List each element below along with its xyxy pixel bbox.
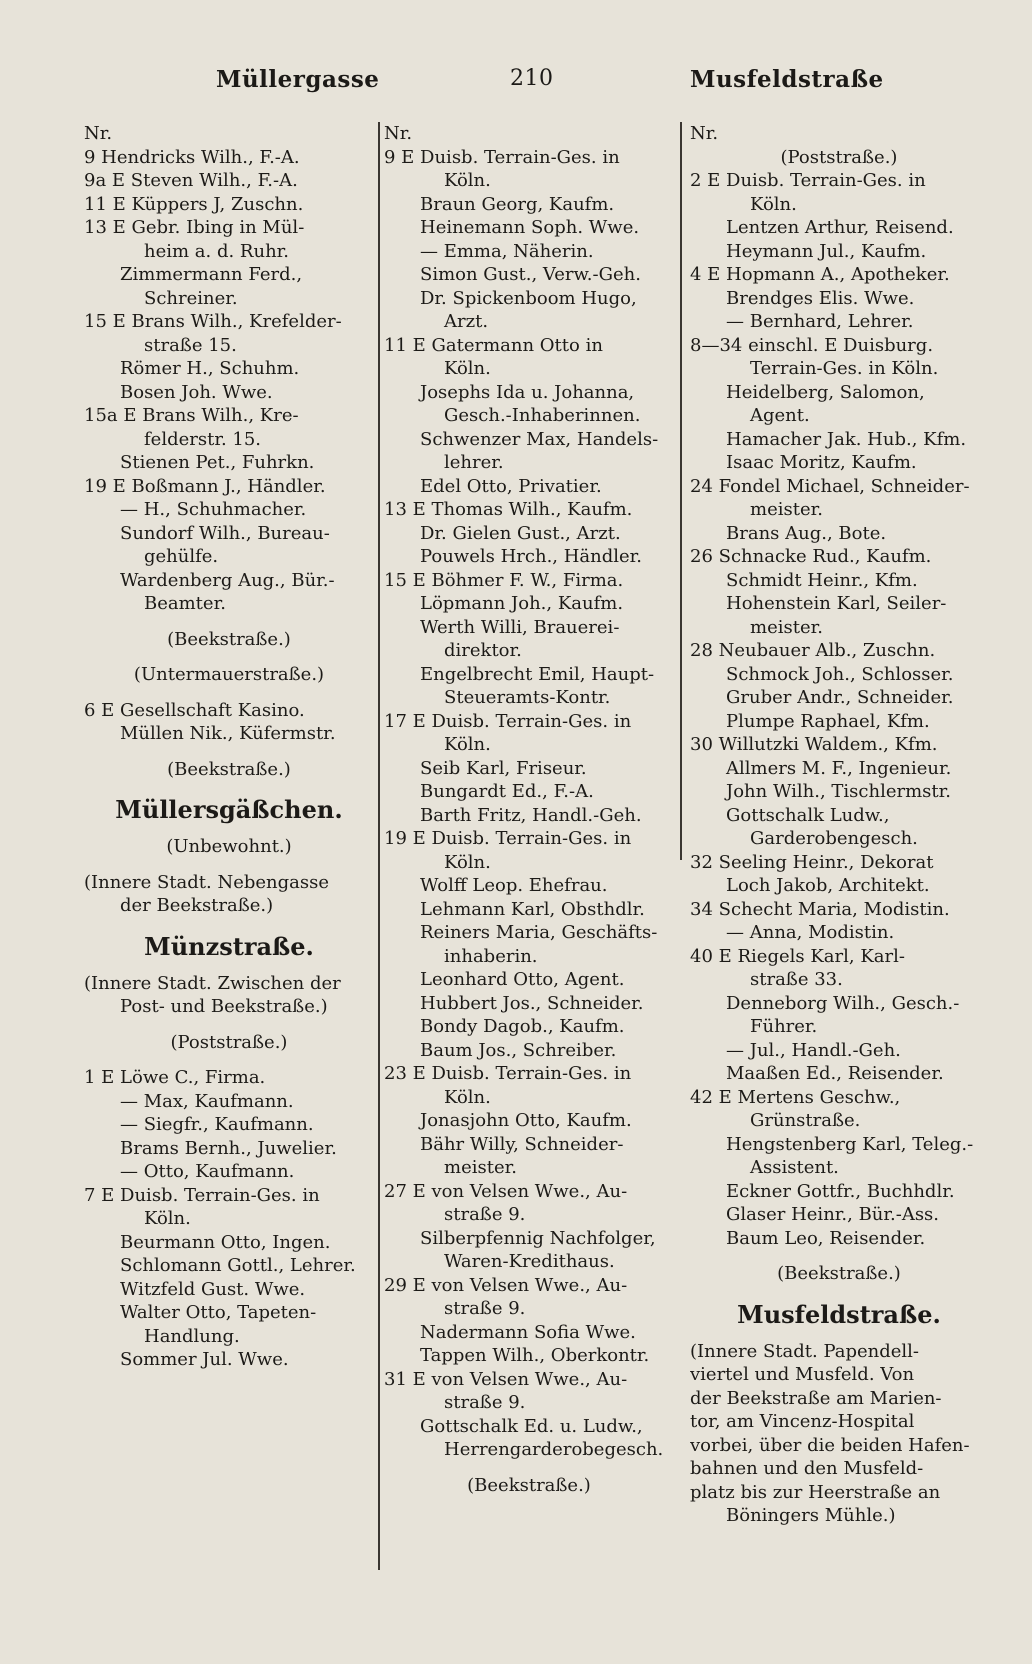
entry: Plumpe Raphael, Kfm. (726, 710, 930, 732)
entry: inhaberin. (444, 945, 538, 967)
entry: Dr. Spickenboom Hugo, (420, 287, 637, 309)
entry: Schreiner. (144, 287, 238, 309)
column-rule (378, 122, 380, 1570)
entry: Maaßen Ed., Reisender. (726, 1063, 944, 1084)
entry: Eckner Gottfr., Buchhdlr. (726, 1180, 955, 1202)
entry: 9 E Duisb. Terrain-Ges. in (384, 146, 620, 168)
entry: Walter Otto, Tapeten- (120, 1302, 317, 1323)
entry: 7 E Duisb. Terrain-Ges. in (84, 1184, 320, 1206)
entry: Bähr Willy, Schneider- (420, 1133, 624, 1155)
entry: Seib Karl, Friseur. (420, 757, 587, 779)
entry: lehrer. (444, 452, 504, 473)
cross-street: (Beekstraße.) (777, 1263, 901, 1284)
entry: Heinemann Soph. Wwe. (420, 217, 640, 238)
entry: Josephs Ida u. Johanna, (420, 381, 635, 403)
street-heading: Musfeldstraße. (737, 1299, 941, 1329)
running-head-left: Müllergasse (216, 66, 380, 93)
cross-street: (Beekstraße.) (467, 1474, 591, 1496)
page-number: 210 (510, 66, 554, 91)
entry: 31 E von Velsen Wwe., Au- (384, 1368, 628, 1390)
entry: Werth Willi, Brauerei- (420, 616, 620, 638)
entry: Handlung. (144, 1325, 240, 1347)
entry: Führer. (750, 1016, 818, 1037)
street-note: tor, am Vincenz-Hospital (690, 1411, 915, 1432)
street-heading: Münzstraße. (144, 931, 314, 961)
street-note: platz bis zur Heerstraße an (690, 1481, 941, 1503)
cross-street: (Beekstraße.) (167, 758, 291, 780)
entry: 34 Schecht Maria, Modistin. (690, 898, 950, 920)
cross-street: (Beekstraße.) (167, 628, 291, 650)
entry: Brans Aug., Bote. (726, 522, 887, 544)
entry: Hohenstein Karl, Seiler- (726, 593, 947, 614)
entry: Pouwels Hrch., Händler. (420, 546, 643, 567)
street-note: (Unbewohnt.) (166, 836, 292, 857)
entry: Hubbert Jos., Schneider. (420, 992, 644, 1014)
entry: Edel Otto, Privatier. (420, 475, 602, 497)
entry: Glaser Heinr., Bür.-Ass. (726, 1204, 940, 1225)
entry: Gesch.-Inhaberinnen. (444, 405, 641, 426)
entry: Gottschalk Ludw., (726, 804, 890, 826)
entry: Tappen Wilh., Oberkontr. (420, 1345, 650, 1366)
col-heading: Nr. (384, 123, 413, 144)
entry: Schmock Joh., Schlosser. (726, 663, 954, 685)
entry: 13 E Thomas Wilh., Kaufm. (384, 499, 633, 520)
entry: 26 Schnacke Rud., Kaufm. (690, 546, 932, 567)
entry: Barth Fritz, Handl.-Geh. (420, 804, 642, 826)
column-2 (384, 122, 674, 1497)
entry: Sommer Jul. Wwe. (120, 1349, 289, 1370)
entry: direktor. (444, 640, 522, 661)
col-heading: Nr. (690, 123, 719, 144)
entry: Silberpfennig Nachfolger, (420, 1227, 656, 1249)
entry: 11 E Küppers J, Zuschn. (84, 193, 304, 215)
entry: gehülfe. (144, 546, 219, 567)
entry: Herrengarderobegesch. (444, 1439, 664, 1460)
entry: Bondy Dagob., Kaufm. (420, 1016, 625, 1037)
street-note: (Innere Stadt. Nebengasse (84, 871, 329, 893)
entry: Waren-Kredithaus. (444, 1251, 615, 1272)
entry: 23 E Duisb. Terrain-Ges. in (384, 1063, 632, 1084)
entry: 28 Neubauer Alb., Zuschn. (690, 640, 936, 661)
entry: 15a E Brans Wilh., Kre- (84, 405, 299, 426)
entry: Lehmann Karl, Obsthdlr. (420, 898, 645, 920)
entry: 19 E Duisb. Terrain-Ges. in (384, 828, 632, 849)
entry: Denneborg Wilh., Gesch.- (726, 992, 960, 1014)
entry: 40 E Riegels Karl, Karl- (690, 945, 905, 967)
street-note: (Innere Stadt. Zwischen der (84, 972, 341, 994)
entry: — Anna, Modistin. (726, 922, 895, 943)
entry: 30 Willutzki Waldem., Kfm. (690, 734, 938, 755)
entry: 15 E Brans Wilh., Krefelder- (84, 311, 342, 332)
entry: — Otto, Kaufmann. (120, 1161, 295, 1182)
entry: Engelbrecht Emil, Haupt- (420, 663, 655, 685)
entry: 19 E Boßmann J., Händler. (84, 475, 326, 497)
entry: Witzfeld Gust. Wwe. (120, 1278, 306, 1300)
entry: 8—34 einschl. E Duisburg. (690, 334, 934, 356)
entry: Köln. (444, 170, 491, 191)
entry: meister. (444, 1157, 517, 1178)
entry: Wolff Leop. Ehefrau. (420, 875, 608, 896)
entry: Grünstraße. (750, 1110, 861, 1131)
entry: Braun Georg, Kaufm. (420, 193, 615, 215)
entry: Garderobengesch. (750, 828, 918, 849)
entry: Steueramts-Kontr. (444, 687, 611, 708)
entry: Zimmermann Ferd., (120, 264, 303, 285)
entry: straße 9. (444, 1204, 526, 1225)
street-note: Post- und Beekstraße.) (120, 996, 328, 1017)
entry: felderstr. 15. (144, 428, 262, 450)
column-1 (84, 122, 374, 1372)
entry: Bosen Joh. Wwe. (120, 381, 273, 403)
entry: — H., Schuhmacher. (120, 499, 307, 520)
cross-street: (Poststraße.) (170, 1031, 288, 1053)
entry: 4 E Hopmann A., Apotheker. (690, 264, 950, 285)
entry: meister. (750, 499, 823, 520)
col-heading: Nr. (84, 123, 113, 144)
entry: Köln. (444, 851, 491, 873)
entry: Gottschalk Ed. u. Ludw., (420, 1415, 643, 1437)
entry: Assistent. (750, 1157, 839, 1178)
entry: Sundorf Wilh., Bureau- (120, 522, 330, 544)
entry: Schlomann Gottl., Lehrer. (120, 1255, 356, 1276)
entry: Köln. (750, 193, 797, 215)
street-note: (Innere Stadt. Papendell- (690, 1340, 920, 1362)
entry: 24 Fondel Michael, Schneider- (690, 475, 970, 497)
entry: Isaac Moritz, Kaufm. (726, 452, 917, 473)
entry: 11 E Gatermann Otto in (384, 334, 603, 356)
entry: straße 15. (144, 334, 237, 356)
entry: 9a E Steven Wilh., F.-A. (84, 170, 298, 191)
entry: Jonasjohn Otto, Kaufm. (420, 1110, 632, 1131)
entry: Dr. Gielen Gust., Arzt. (420, 522, 621, 544)
entry: Allmers M. F., Ingenieur. (726, 757, 952, 779)
cross-street: (Untermauerstraße.) (133, 664, 325, 685)
street-note: der Beekstraße am Marien- (690, 1387, 942, 1409)
entry: 17 E Duisb. Terrain-Ges. in (384, 710, 632, 732)
entry: Heidelberg, Salomon, (726, 381, 925, 403)
entry: straße 33. (750, 969, 843, 990)
street-note: vorbei, über die beiden Hafen- (690, 1434, 970, 1456)
entry: 29 E von Velsen Wwe., Au- (384, 1274, 628, 1296)
entry: Schwenzer Max, Handels- (420, 428, 659, 450)
entry: Wardenberg Aug., Bür.- (120, 569, 335, 591)
entry: 2 E Duisb. Terrain-Ges. in (690, 170, 926, 191)
street-heading: Müllersgäßchen. (115, 795, 343, 824)
entry: — Max, Kaufmann. (120, 1090, 294, 1112)
entry: 27 E von Velsen Wwe., Au- (384, 1180, 628, 1202)
entry: 15 E Böhmer F. W., Firma. (384, 569, 624, 591)
entry: Köln. (444, 1086, 491, 1108)
entry: John Wilh., Tischlermstr. (726, 781, 951, 802)
entry: Loch Jakob, Architekt. (726, 875, 930, 896)
entry: Arzt. (444, 311, 489, 332)
entry: Hengstenberg Karl, Teleg.- (726, 1133, 974, 1155)
entry: Reiners Maria, Geschäfts- (420, 922, 658, 943)
entry: Köln. (444, 358, 491, 379)
entry: 6 E Gesellschaft Kasino. (84, 699, 305, 721)
entry: Beurmann Otto, Ingen. (120, 1231, 331, 1253)
entry: Agent. (750, 405, 810, 426)
entry: Bungardt Ed., F.-A. (420, 781, 594, 802)
entry: Stienen Pet., Fuhrkn. (120, 452, 315, 473)
entry: Gruber Andr., Schneider. (726, 687, 954, 708)
entry: straße 9. (444, 1392, 526, 1413)
entry: — Emma, Näherin. (420, 240, 594, 262)
street-note: der Beekstraße.) (120, 895, 274, 916)
entry: Baum Leo, Reisender. (726, 1227, 926, 1249)
entry: meister. (750, 616, 823, 638)
entry: Müllen Nik., Küfermstr. (120, 723, 336, 744)
street-note: bahnen und den Musfeld- (690, 1458, 924, 1479)
entry: 1 E Löwe C., Firma. (84, 1067, 266, 1088)
entry: Hamacher Jak. Hub., Kfm. (726, 428, 967, 450)
entry: Schmidt Heinr., Kfm. (726, 569, 918, 591)
entry: Köln. (444, 734, 491, 755)
entry: heim a. d. Ruhr. (144, 240, 290, 262)
entry: Römer H., Schuhm. (120, 358, 300, 379)
entry: — Siegfr., Kaufmann. (120, 1114, 314, 1135)
street-note: viertel und Musfeld. Von (690, 1364, 915, 1385)
entry: 9 Hendricks Wilh., F.-A. (84, 146, 300, 168)
entry: Brams Bernh., Juwelier. (120, 1137, 337, 1159)
entry: Baum Jos., Schreiber. (420, 1039, 617, 1061)
entry: straße 9. (444, 1298, 526, 1319)
entry: Löpmann Joh., Kaufm. (420, 593, 624, 614)
running-head-right: Musfeldstraße (690, 66, 884, 93)
entry: Beamter. (144, 593, 226, 614)
street-note: Böningers Mühle.) (726, 1505, 896, 1526)
entry: — Bernhard, Lehrer. (726, 311, 914, 332)
entry: 42 E Mertens Geschw., (690, 1086, 901, 1108)
entry: Terrain-Ges. in Köln. (750, 358, 939, 379)
entry: 13 E Gebr. Ibing in Mül- (84, 217, 305, 238)
column-rule (680, 122, 682, 860)
entry: Heymann Jul., Kaufm. (726, 240, 927, 262)
column-3 (690, 122, 988, 1528)
entry: Köln. (144, 1208, 191, 1229)
entry: Brendges Elis. Wwe. (726, 287, 915, 309)
entry: Simon Gust., Verw.-Geh. (420, 264, 641, 285)
entry: — Jul., Handl.-Geh. (726, 1039, 901, 1061)
entry: Nadermann Sofia Wwe. (420, 1321, 636, 1343)
cross-street: (Poststraße.) (780, 146, 898, 168)
entry: 32 Seeling Heinr., Dekorat (690, 851, 934, 873)
entry: Lentzen Arthur, Reisend. (726, 217, 954, 238)
entry: Leonhard Otto, Agent. (420, 969, 625, 990)
